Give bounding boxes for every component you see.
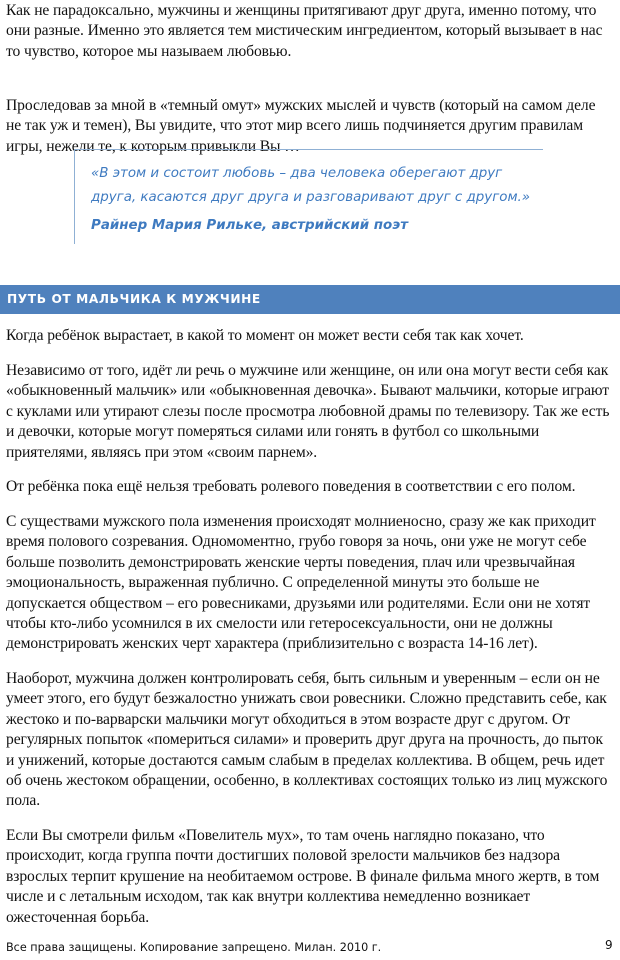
body-paragraph: Проследовав за мной в «темный омут» мужских мыслей и чувств (который на самом деле не так уж и темен), Вы увидите, что этот мир всего лишь подчиняется другим правилам игры, нежели те, к которым привыкли Вы … — [6, 97, 596, 155]
section-heading: ПУТЬ ОТ МАЛЬЧИКА К МУЖЧИНЕ — [7, 292, 261, 306]
body-paragraph: Как не парадоксально, мужчины и женщины притягивают друг друга, именно потому, что они разные. Именно это является тем мистическим ингредиентом, который вызывает в нас то чувство, которое мы называем любовью. — [6, 2, 603, 60]
body-paragraph: Независимо от того, идёт ли речь о мужчине или женщине, он или она могут вести себя как «обыкновенный мальчик» или «обыкновенная девочка». Бывают мальчики, которые играют с куклами или утирают слезы после просмотра любовной драмы по телевизору. Так же есть и девочки, которые могут померяться силами или гонять в футбол со школьными приятелями, являясь при этом «своим парнем». — [6, 362, 610, 461]
quote-block — [74, 149, 543, 244]
body-paragraph: Наоборот, мужчина должен контролировать себя, быть сильным и уверенным – если он не умеет этого, его будут безжалостно унижать свои ровесники. Сложно представить себе, как жестоко и по-варварски мальчики могут обходиться в этом возрасте друг с другом. От регулярных попыток «помериться силами» и проверить друг друга на прочность, до пыток и унижений, которые достаются самым слабым в пределах коллектива. В общем, речь идет об очень жестоком обращении, особенно, в коллективах состоящих только из лиц мужского пола. — [6, 670, 608, 810]
quote-text: «В этом и состоит любовь – два человека оберегают друг друга, касаются друг друга и разговаривают друг с другом.» — [91, 166, 531, 205]
body-paragraph: С существами мужского пола изменения происходят молниеносно, сразу же как приходит время полового созревания. Одномоментно, грубо говоря за ночь, они уже не могут себе больше позволить демонстрировать женские черты поведения, плач или чрезвычайная эмоциональность, выраженная публично. С определенной минуты это больше не допускается обществом – его ровесниками, друзьями или родителями. Если они не хотят чтобы кто-либо усомнился в их смелости или гетеросексуальности, они не должны демонстрировать женских черт характера (приблизительно с возраста 14-16 лет). — [6, 513, 596, 653]
section-heading-bar — [0, 285, 620, 314]
footer-copyright: Все права защищены. Копирование запрещено. Милан. 2010 г. — [6, 941, 382, 954]
body-paragraph: Если Вы смотрели фильм «Повелитель мух», то там очень наглядно показано, что происходит, когда группа почти достигших половой зрелости мальчиков без надзора взрослых терпит крушение на необитаемом острове. В финале фильма много жертв, в том числе и с летальным исходом, так как внутри коллектива немедленно возникает ожесточенная борьба. — [6, 827, 600, 926]
quote-author: Райнер Мария Рильке, австрийский поэт — [91, 218, 408, 233]
body-paragraph: Когда ребёнок вырастает, в какой то момент он может вести себя так как хочет. — [6, 327, 524, 344]
body-paragraph: От ребёнка пока ещё нельзя требовать ролевого поведения в соответствии с его полом. — [6, 478, 576, 495]
page-number: 9 — [605, 938, 613, 952]
